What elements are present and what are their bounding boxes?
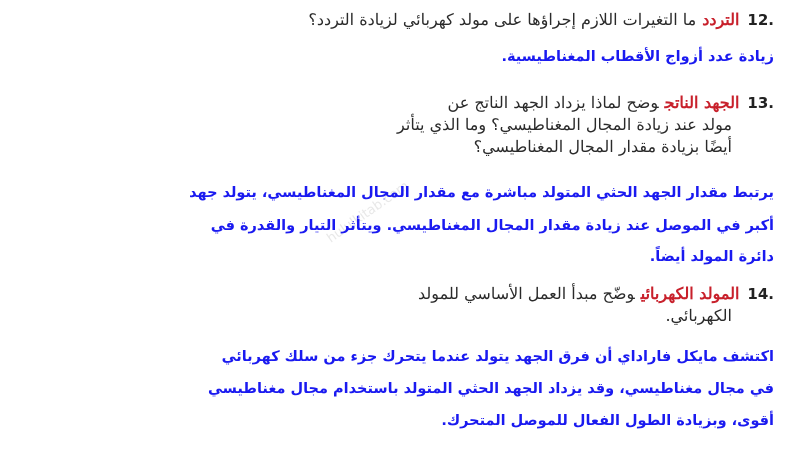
question-13-line-2: مولد عند زيادة المجال المغناطيسي؟ وما الذي يتأثر bbox=[397, 115, 732, 134]
question-12-number: .12 bbox=[747, 11, 774, 29]
question-13 bbox=[397, 92, 774, 158]
question-13-term: الجهد الناتج bbox=[664, 93, 740, 112]
question-12 bbox=[308, 9, 774, 31]
answer-12: زيادة عدد أزواج الأقطاب المغناطيسية. bbox=[501, 49, 774, 65]
question-14 bbox=[418, 283, 774, 327]
question-14-number: .14 bbox=[747, 285, 774, 303]
question-13-number: .13 bbox=[747, 94, 774, 112]
question-14-line-1 bbox=[418, 283, 774, 305]
question-14-term: المولد الكهربائي bbox=[640, 284, 740, 303]
question-13-line-3: أيضًا بزيادة مقدار المجال المغناطيسي؟ bbox=[473, 137, 732, 156]
question-12-line bbox=[308, 9, 774, 31]
answer-13-line-1: يرتبط مقدار الجهد الحثي المتولد مباشرة مع مقدار المجال المغناطيسي، يتولد جهد bbox=[189, 185, 774, 201]
question-14-text-1: وضّح مبدأ العمل الأساسي للمولد bbox=[418, 284, 635, 303]
question-14-line-2: الكهربائي. bbox=[665, 306, 732, 325]
question-12-term: التردد bbox=[702, 10, 740, 29]
watermark: hululkitab.com bbox=[324, 178, 412, 247]
answer-14-line-2: في مجال مغناطيسي، وقد يزداد الجهد الحثي المتولد باستخدام مجال مغناطيسي bbox=[207, 381, 774, 397]
question-12-text: ما التغيرات اللازم إجراؤها على مولد كهربائي لزيادة التردد؟ bbox=[308, 10, 697, 29]
answer-13-line-2: أكبر في الموصل عند زيادة مقدار المجال المغناطيسي. ويتأثر التيار والقدرة في bbox=[210, 218, 774, 234]
answer-13-line-3: دائرة المولد أيضاً. bbox=[649, 249, 774, 265]
answer-14-line-1: اكتشف مايكل فاراداي أن فرق الجهد يتولد عندما يتحرك جزء من سلك كهربائي bbox=[221, 349, 774, 365]
question-13-line-1 bbox=[397, 92, 774, 114]
question-13-text-1: وضح لماذا يزداد الجهد الناتج عن bbox=[447, 93, 659, 112]
answer-14-line-3: أقوى، وبزيادة الطول الفعال للموصل المتحرك. bbox=[441, 413, 774, 429]
